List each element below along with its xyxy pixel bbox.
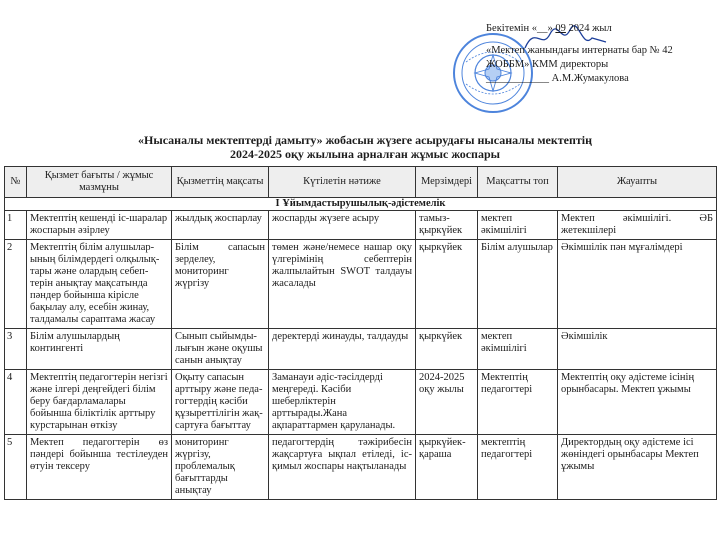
row-num: 4 bbox=[5, 370, 27, 435]
table-row bbox=[5, 211, 717, 240]
header-goal: Қызметтің мақсаты bbox=[172, 167, 269, 198]
table-header-row bbox=[5, 167, 717, 198]
row-responsible: Директордың оқу әдістеме ісі жөніндегі орынбасары Мектеп ұжымы bbox=[558, 435, 717, 500]
table-row bbox=[5, 370, 717, 435]
row-deadline: қыркүйек bbox=[416, 240, 478, 329]
row-content: Мектептің педагогтерін негізгі және ілгері деңгейдегі білім беру бағдарламалары бойынша біліктілік арттыру курстарынан өткізу bbox=[27, 370, 172, 435]
table-row bbox=[5, 240, 717, 329]
row-result: төмен және/немесе нашар оқу үлгерімінің себептерін жалпылайтын SWOT талдауы жасалады bbox=[269, 240, 416, 329]
approval-month: 09 bbox=[555, 23, 566, 34]
row-result: педагогтердің тәжірибесін жақсартуға ықпал етіледі, іс-қимыл жоспары нақтыланады bbox=[269, 435, 416, 500]
row-goal: мониторинг жүргізу, проблемалық бағыттарды анықтау bbox=[172, 435, 269, 500]
row-result: деректерді жинауды, талдауды bbox=[269, 329, 416, 370]
row-responsible: Мектеп әкімшілігі. ӘБ жетекшілері bbox=[558, 211, 717, 240]
row-num: 5 bbox=[5, 435, 27, 500]
row-content: Білім алушылардың контингенті bbox=[27, 329, 172, 370]
row-num: 3 bbox=[5, 329, 27, 370]
row-num: 1 bbox=[5, 211, 27, 240]
row-responsible: Мектептің оқу әдістеме ісінің орынбасары. Мектеп ұжымы bbox=[558, 370, 717, 435]
row-goal: Сынып сыйымды-лығын және оқушы санын анықтау bbox=[172, 329, 269, 370]
header-result: Күтілетін нәтиже bbox=[269, 167, 416, 198]
row-result: Заманауи әдіс-тәсілдерді меңгереді. Кәсіби шеберліктерін арттырады.Жана ақпараттармен қаруланады. bbox=[269, 370, 416, 435]
row-deadline: 2024-2025 оқу жылы bbox=[416, 370, 478, 435]
row-responsible: Әкімшілік пән мұғалімдері bbox=[558, 240, 717, 329]
approval-school-line: «Мектеп жанындағы интернаты бар № 42 bbox=[486, 45, 673, 56]
approved-label: Бекітемін bbox=[486, 23, 530, 34]
header-content: Қызмет бағыты / жұмыс мазмұны bbox=[27, 167, 172, 198]
row-content: Мектептің кешенді іс-шаралар жоспарын әзірлеу bbox=[27, 211, 172, 240]
approval-block bbox=[486, 22, 716, 86]
row-result: жоспарды жүзеге асыру bbox=[269, 211, 416, 240]
approval-signature-name: ____________ А.М.Жумакулова bbox=[486, 73, 629, 84]
row-goal: Оқыту сапасын арттыру және педа-гогтердің кәсіби құзыреттілігін жақ-сартуға бағыттау bbox=[172, 370, 269, 435]
row-deadline: тамыз-қыркүйек bbox=[416, 211, 478, 240]
header-num: № bbox=[5, 167, 27, 198]
approval-year: 2024 жыл bbox=[568, 23, 612, 34]
row-content: Мектептің білім алушылар-ының білімдердегі олқылық-тары және олардың себеп-терін анықтау мақсатында пәндер бойынша кірісле бақылау алу, есебін жинау, талдамалы сараптама жасау bbox=[27, 240, 172, 329]
header-deadline: Мерзімдері bbox=[416, 167, 478, 198]
approval-date-line bbox=[486, 22, 716, 36]
title-line-1: «Нысаналы мектептерді дамыту» жобасын жүзеге асырудағы нысаналы мектептің bbox=[137, 133, 593, 147]
section-row bbox=[5, 198, 717, 211]
row-goal: Білім сапасын зерделеу, мониторинг жүргізу bbox=[172, 240, 269, 329]
row-target: Білім алушылар bbox=[478, 240, 558, 329]
row-target: мектептің педагогтері bbox=[478, 435, 558, 500]
header-responsible: Жауапты bbox=[558, 167, 717, 198]
title-line-2: 2024-2025 оқу жылына арналған жұмыс жоспары bbox=[229, 147, 501, 161]
header-target: Мақсатты топ bbox=[478, 167, 558, 198]
row-deadline: қыркүйек bbox=[416, 329, 478, 370]
row-target: мектеп әкімшілігі bbox=[478, 329, 558, 370]
row-content: Мектеп педагогтерін өз пәндері бойынша тестілеуден өтуін тексеру bbox=[27, 435, 172, 500]
row-target: мектеп әкімшілігі bbox=[478, 211, 558, 240]
section-title: I Ұйымдастырушылық-әдістемелік bbox=[5, 198, 717, 211]
row-goal: жылдық жоспарлау bbox=[172, 211, 269, 240]
approval-director-line: ЖОББМ» КММ директоры bbox=[486, 59, 609, 70]
document-title bbox=[95, 133, 635, 161]
row-deadline: қыркүйек-қараша bbox=[416, 435, 478, 500]
table-row bbox=[5, 329, 717, 370]
row-target: Мектептің педагогтері bbox=[478, 370, 558, 435]
work-plan-table bbox=[4, 166, 717, 500]
approval-day: «__» bbox=[531, 23, 553, 34]
row-num: 2 bbox=[5, 240, 27, 329]
table-row bbox=[5, 435, 717, 500]
row-responsible: Әкімшілік bbox=[558, 329, 717, 370]
